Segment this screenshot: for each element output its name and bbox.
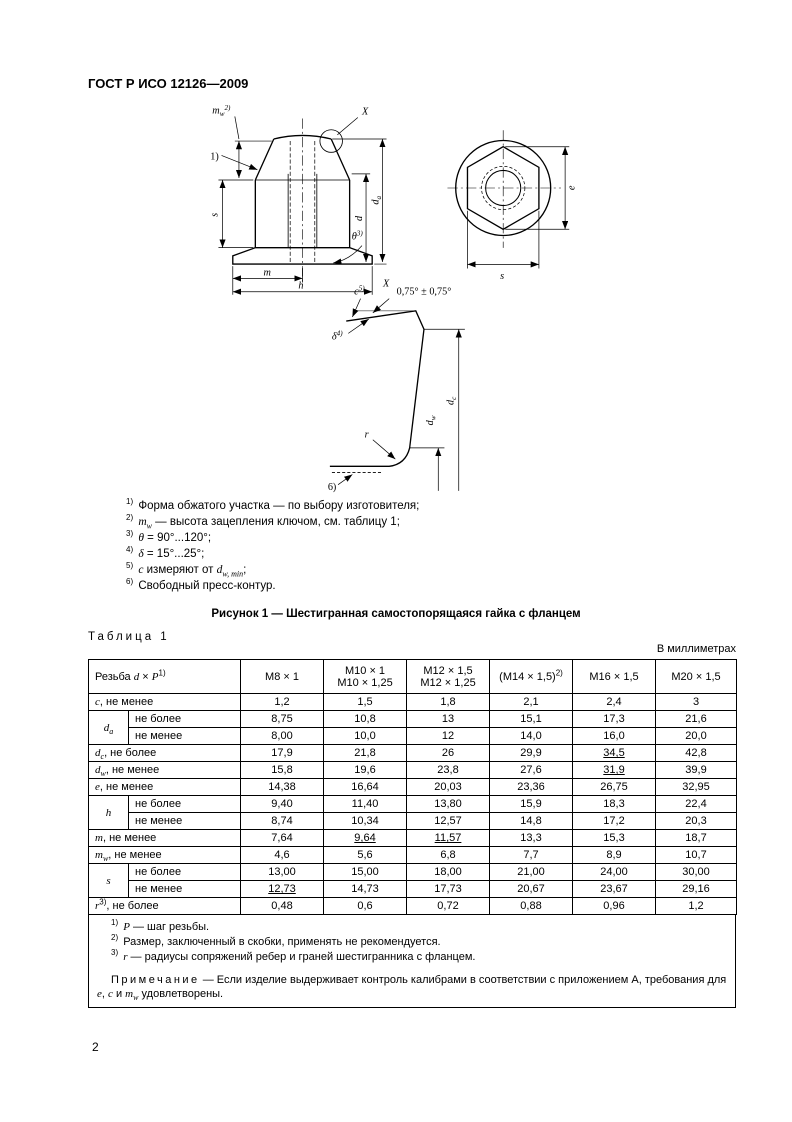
value-cell: 29,9 [490, 745, 573, 762]
dim-label-delta: $\delta^{4)}$ [331, 329, 343, 343]
text-segment: P [151, 670, 159, 683]
table-row [89, 881, 737, 898]
value-cell: 0,96 [573, 898, 656, 915]
text-segment: Свободный пресс-контур. [138, 580, 276, 592]
dim-label-c: $c^{5)}$ [354, 284, 365, 298]
subscript: w [146, 521, 152, 531]
column-header-line [410, 677, 486, 689]
value-cell: 8,00 [241, 728, 324, 745]
subscript: w [100, 769, 106, 779]
value-cell: 10,0 [324, 728, 407, 745]
dim-label-r: r [364, 429, 369, 441]
value-cell: 1,2 [656, 898, 737, 915]
superscript: 3) [99, 897, 107, 907]
value-cell: 17,2 [573, 813, 656, 830]
table-label: Таблица 1 [88, 631, 170, 643]
value-cell: 20,03 [407, 779, 490, 796]
value-cell: 8,74 [241, 813, 324, 830]
table-footnote [97, 950, 727, 965]
figure-footnotes [126, 498, 419, 594]
value-cell: 23,36 [490, 779, 573, 796]
value-cell: 0,72 [407, 898, 490, 915]
table-footnote [97, 935, 727, 950]
value-cell: 17,3 [573, 711, 656, 728]
table-units: В миллиметрах [656, 643, 736, 655]
text-segment: m [138, 516, 147, 528]
dim-label-s-top: s [500, 270, 505, 282]
text-segment: c [108, 988, 113, 1000]
value-cell: 22,4 [656, 796, 737, 813]
dim-label-e: e [566, 185, 578, 191]
text-segment: d [216, 564, 223, 576]
value-cell: 18,7 [656, 830, 737, 847]
text-segment: r [95, 900, 100, 912]
column-header-size [490, 660, 573, 694]
subscript: a [109, 726, 114, 736]
text-segment: d [95, 747, 101, 759]
condition-cell: не менее [129, 881, 241, 898]
value-cell: 11,40 [324, 796, 407, 813]
footnote-marker: 2) [111, 933, 119, 943]
text-segment: измеряют от [143, 564, 217, 576]
figure-footnote [126, 530, 419, 546]
value-cell: 14,73 [324, 881, 407, 898]
footnote-marker: 6) [126, 577, 134, 587]
table-footnotes [97, 920, 727, 965]
value-cell: 15,3 [573, 830, 656, 847]
text-segment: P [123, 921, 130, 933]
value-cell: 13,3 [490, 830, 573, 847]
angle-tolerance-label: 0,75° ± 0,75° [396, 286, 452, 298]
dimensions-table [88, 659, 737, 915]
value-cell: 3 [656, 694, 737, 711]
text-segment: M10 × 1 [344, 664, 386, 677]
text-segment: δ [138, 548, 144, 560]
parameter-label-cell [89, 847, 241, 864]
value-cell: 7,64 [241, 830, 324, 847]
value-cell: 21,8 [324, 745, 407, 762]
table-row [89, 830, 737, 847]
parameter-label-cell [89, 779, 241, 796]
value-cell: 15,00 [324, 864, 407, 881]
parameter-symbol-cell [89, 711, 129, 745]
text-segment: — высота зацепления ключом, см. таблицу 1; [151, 516, 400, 528]
text-segment: θ [138, 532, 144, 544]
value-cell: 18,00 [407, 864, 490, 881]
figure-footnote [126, 514, 419, 530]
column-header-line [244, 671, 320, 683]
table-row [89, 762, 737, 779]
table-row [89, 711, 737, 728]
nut-side-outline [233, 119, 372, 285]
value-cell: 26,75 [573, 779, 656, 796]
value-cell: 24,00 [573, 864, 656, 881]
table-note [97, 973, 727, 1001]
subscript: c [100, 752, 105, 762]
value-cell: 2,1 [490, 694, 573, 711]
value-cell: 34,5 [573, 745, 656, 762]
value-cell: 16,64 [324, 779, 407, 796]
value-cell: 14,38 [241, 779, 324, 796]
text-segment: M8 × 1 [265, 670, 299, 683]
parameter-label-cell [89, 762, 241, 779]
figure-footnote [126, 546, 419, 562]
parameter-symbol-cell [89, 864, 129, 898]
value-cell: 12,57 [407, 813, 490, 830]
text-segment: Размер, заключенный в скобки, применять не рекомендуется. [123, 936, 441, 948]
dim-label-da: $d_a$ [370, 195, 383, 205]
value-cell: 13,80 [407, 796, 490, 813]
text-segment: , не менее [105, 764, 160, 776]
value-cell: 32,95 [656, 779, 737, 796]
dim-label-m: m [263, 267, 271, 279]
condition-cell: не более [129, 711, 241, 728]
value-cell: 0,6 [324, 898, 407, 915]
footnote-marker: 5) [126, 561, 134, 571]
text-segment: ; [243, 564, 247, 576]
column-header-line [327, 665, 403, 677]
value-cell: 10,34 [324, 813, 407, 830]
value-cell: 13,00 [241, 864, 324, 881]
value-cell: 12 [407, 728, 490, 745]
value-cell: 1,2 [241, 694, 324, 711]
value-cell: 23,67 [573, 881, 656, 898]
value-cell: 8,75 [241, 711, 324, 728]
value-cell: 21,6 [656, 711, 737, 728]
dim-label-theta: $\theta^{3)}$ [351, 229, 363, 243]
text-segment: c [138, 564, 144, 576]
value-cell: 20,0 [656, 728, 737, 745]
subscript: w, min [222, 569, 244, 579]
footnote-marker: 1) [126, 497, 134, 507]
value-cell: 13 [407, 711, 490, 728]
text-segment: s [106, 874, 111, 887]
value-cell: 0,88 [490, 898, 573, 915]
footnote-marker: 3) [126, 529, 134, 539]
page-title: ГОСТ Р ИСО 12126—2009 [88, 76, 249, 91]
value-cell: 9,40 [241, 796, 324, 813]
value-cell: 17,73 [407, 881, 490, 898]
value-cell: 14,0 [490, 728, 573, 745]
text-segment: r [123, 951, 128, 963]
condition-cell: не менее [129, 813, 241, 830]
column-header-thread [89, 660, 241, 694]
detail-x-callout: X [361, 106, 369, 118]
table-row [89, 813, 737, 830]
dim-label-dc: $d_c$ [445, 396, 459, 405]
column-header-line [327, 677, 403, 689]
column-header-line [410, 665, 486, 677]
text-segment: e [97, 988, 102, 1000]
value-cell: 10,7 [656, 847, 737, 864]
value-cell: 19,6 [324, 762, 407, 779]
text-segment: Резьба [95, 670, 134, 683]
value-cell: 1,5 [324, 694, 407, 711]
column-header-size [241, 660, 324, 694]
text-segment: Форма обжатого участка — по выбору изготовителя; [138, 500, 420, 512]
subscript: w [133, 993, 139, 1003]
text-segment: d [95, 764, 101, 776]
text-segment: m [95, 849, 103, 861]
text-segment: M20 × 1,5 [671, 670, 721, 683]
value-cell: 9,64 [324, 830, 407, 847]
note-label: Примечание [111, 974, 200, 986]
nut-top-outline [447, 130, 561, 248]
text-segment: , не менее [99, 781, 154, 793]
figure-1-drawings [88, 92, 736, 497]
value-cell: 5,6 [324, 847, 407, 864]
text-segment: , не более [106, 900, 159, 912]
table-1-block [88, 659, 736, 1008]
text-segment: = 15°...25°; [143, 548, 205, 560]
column-header-size [324, 660, 407, 694]
condition-cell: не более [129, 796, 241, 813]
value-cell: 4,6 [241, 847, 324, 864]
footnote-marker: 3) [111, 948, 119, 958]
dim-label-s-side: s [209, 212, 221, 217]
text-segment: m [95, 832, 103, 844]
footnote1-callout: 1) [210, 151, 219, 163]
value-cell: 42,8 [656, 745, 737, 762]
value-cell: 10,8 [324, 711, 407, 728]
value-cell: 6,8 [407, 847, 490, 864]
column-header-line [493, 667, 569, 683]
dim-label-h: h [298, 280, 304, 292]
value-cell: 8,9 [573, 847, 656, 864]
value-cell: 21,00 [490, 864, 573, 881]
figure-footnote [126, 498, 419, 514]
value-cell: 15,9 [490, 796, 573, 813]
top-view-drawing [443, 124, 583, 284]
value-cell: 15,1 [490, 711, 573, 728]
parameter-label-cell [89, 830, 241, 847]
text-segment: , [101, 988, 109, 1000]
text-segment: (M14 × 1,5) [499, 670, 556, 683]
dim-label-dw: $d_w$ [425, 415, 438, 426]
superscript: 2) [555, 667, 563, 677]
value-cell: 15,8 [241, 762, 324, 779]
text-segment: , не менее [108, 849, 162, 861]
table-header-row [89, 660, 737, 694]
text-segment: — шаг резьбы. [129, 921, 210, 933]
text-segment: — Если изделие выдерживает контроль калибрами в соответствии с приложением А, требования для [199, 974, 727, 986]
value-cell: 30,00 [656, 864, 737, 881]
text-segment: , не менее [102, 832, 157, 844]
figure-footnote [126, 578, 419, 594]
column-header-size [573, 660, 656, 694]
value-cell: 0,48 [241, 898, 324, 915]
table-footnote [97, 920, 727, 935]
value-cell: 26 [407, 745, 490, 762]
text-segment: удовлетворены. [138, 988, 224, 1000]
text-segment: e [95, 781, 100, 793]
text-segment: — радиусы сопряжений ребер и граней шестигранника с фланцем. [127, 951, 476, 963]
top-view-dimension-lines [467, 147, 569, 269]
value-cell: 12,73 [241, 881, 324, 898]
table-row [89, 728, 737, 745]
page-number: 2 [92, 1040, 99, 1054]
table-row [89, 694, 737, 711]
column-header-size [656, 660, 737, 694]
table-notes-box [88, 915, 736, 1008]
value-cell: 2,4 [573, 694, 656, 711]
text-segment: d [103, 721, 110, 734]
parameter-label-cell [89, 745, 241, 762]
text-segment: M10 × 1,25 [337, 676, 393, 689]
value-cell: 18,3 [573, 796, 656, 813]
text-segment: M16 × 1,5 [589, 670, 639, 683]
footnote6-callout: 6) [327, 481, 337, 493]
parameter-label-cell [89, 898, 241, 915]
value-cell: 14,8 [490, 813, 573, 830]
detail-title: X [383, 278, 390, 290]
subscript: w [102, 854, 109, 864]
column-header-size [407, 660, 490, 694]
text-segment: c [95, 696, 100, 708]
text-segment: M12 × 1,5 [423, 664, 473, 677]
value-cell: 29,16 [656, 881, 737, 898]
parameter-symbol-cell [89, 796, 129, 830]
table-row [89, 796, 737, 813]
table-row [89, 779, 737, 796]
condition-cell: не более [129, 864, 241, 881]
table-row [89, 898, 737, 915]
value-cell: 27,6 [490, 762, 573, 779]
text-segment: m [125, 988, 134, 1000]
column-header-line [659, 671, 733, 683]
footnote-marker: 1) [111, 918, 119, 928]
text-segment: M12 × 1,25 [420, 676, 476, 689]
value-cell: 1,8 [407, 694, 490, 711]
dim-label-d: d [353, 215, 365, 221]
text-segment: и [112, 988, 126, 1000]
value-cell: 16,0 [573, 728, 656, 745]
text-segment: h [105, 806, 112, 819]
table-row [89, 847, 737, 864]
value-cell: 17,9 [241, 745, 324, 762]
value-cell: 20,67 [490, 881, 573, 898]
value-cell: 23,8 [407, 762, 490, 779]
text-segment: , не менее [99, 696, 154, 708]
figure-footnote [126, 562, 419, 578]
value-cell: 20,3 [656, 813, 737, 830]
text-segment: , не более [104, 747, 157, 759]
condition-cell: не менее [129, 728, 241, 745]
value-cell: 11,57 [407, 830, 490, 847]
text-segment: d [133, 670, 140, 683]
text-segment: × [139, 670, 152, 683]
column-header-line [576, 671, 652, 683]
table-row [89, 745, 737, 762]
detail-x-drawing [323, 272, 483, 497]
value-cell: 7,7 [490, 847, 573, 864]
footnote-marker: 4) [126, 545, 134, 555]
table-row [89, 864, 737, 881]
text-segment: = 90°...120°; [143, 532, 212, 544]
footnote-marker: 2) [126, 513, 134, 523]
superscript: 1) [158, 667, 166, 677]
value-cell: 31,9 [573, 762, 656, 779]
value-cell: 39,9 [656, 762, 737, 779]
dim-label-mw: $m_w^{2)}$ [212, 103, 231, 118]
parameter-label-cell [89, 694, 241, 711]
figure-caption: Рисунок 1 — Шестигранная самостопорящаяся гайка с фланцем [211, 608, 581, 620]
